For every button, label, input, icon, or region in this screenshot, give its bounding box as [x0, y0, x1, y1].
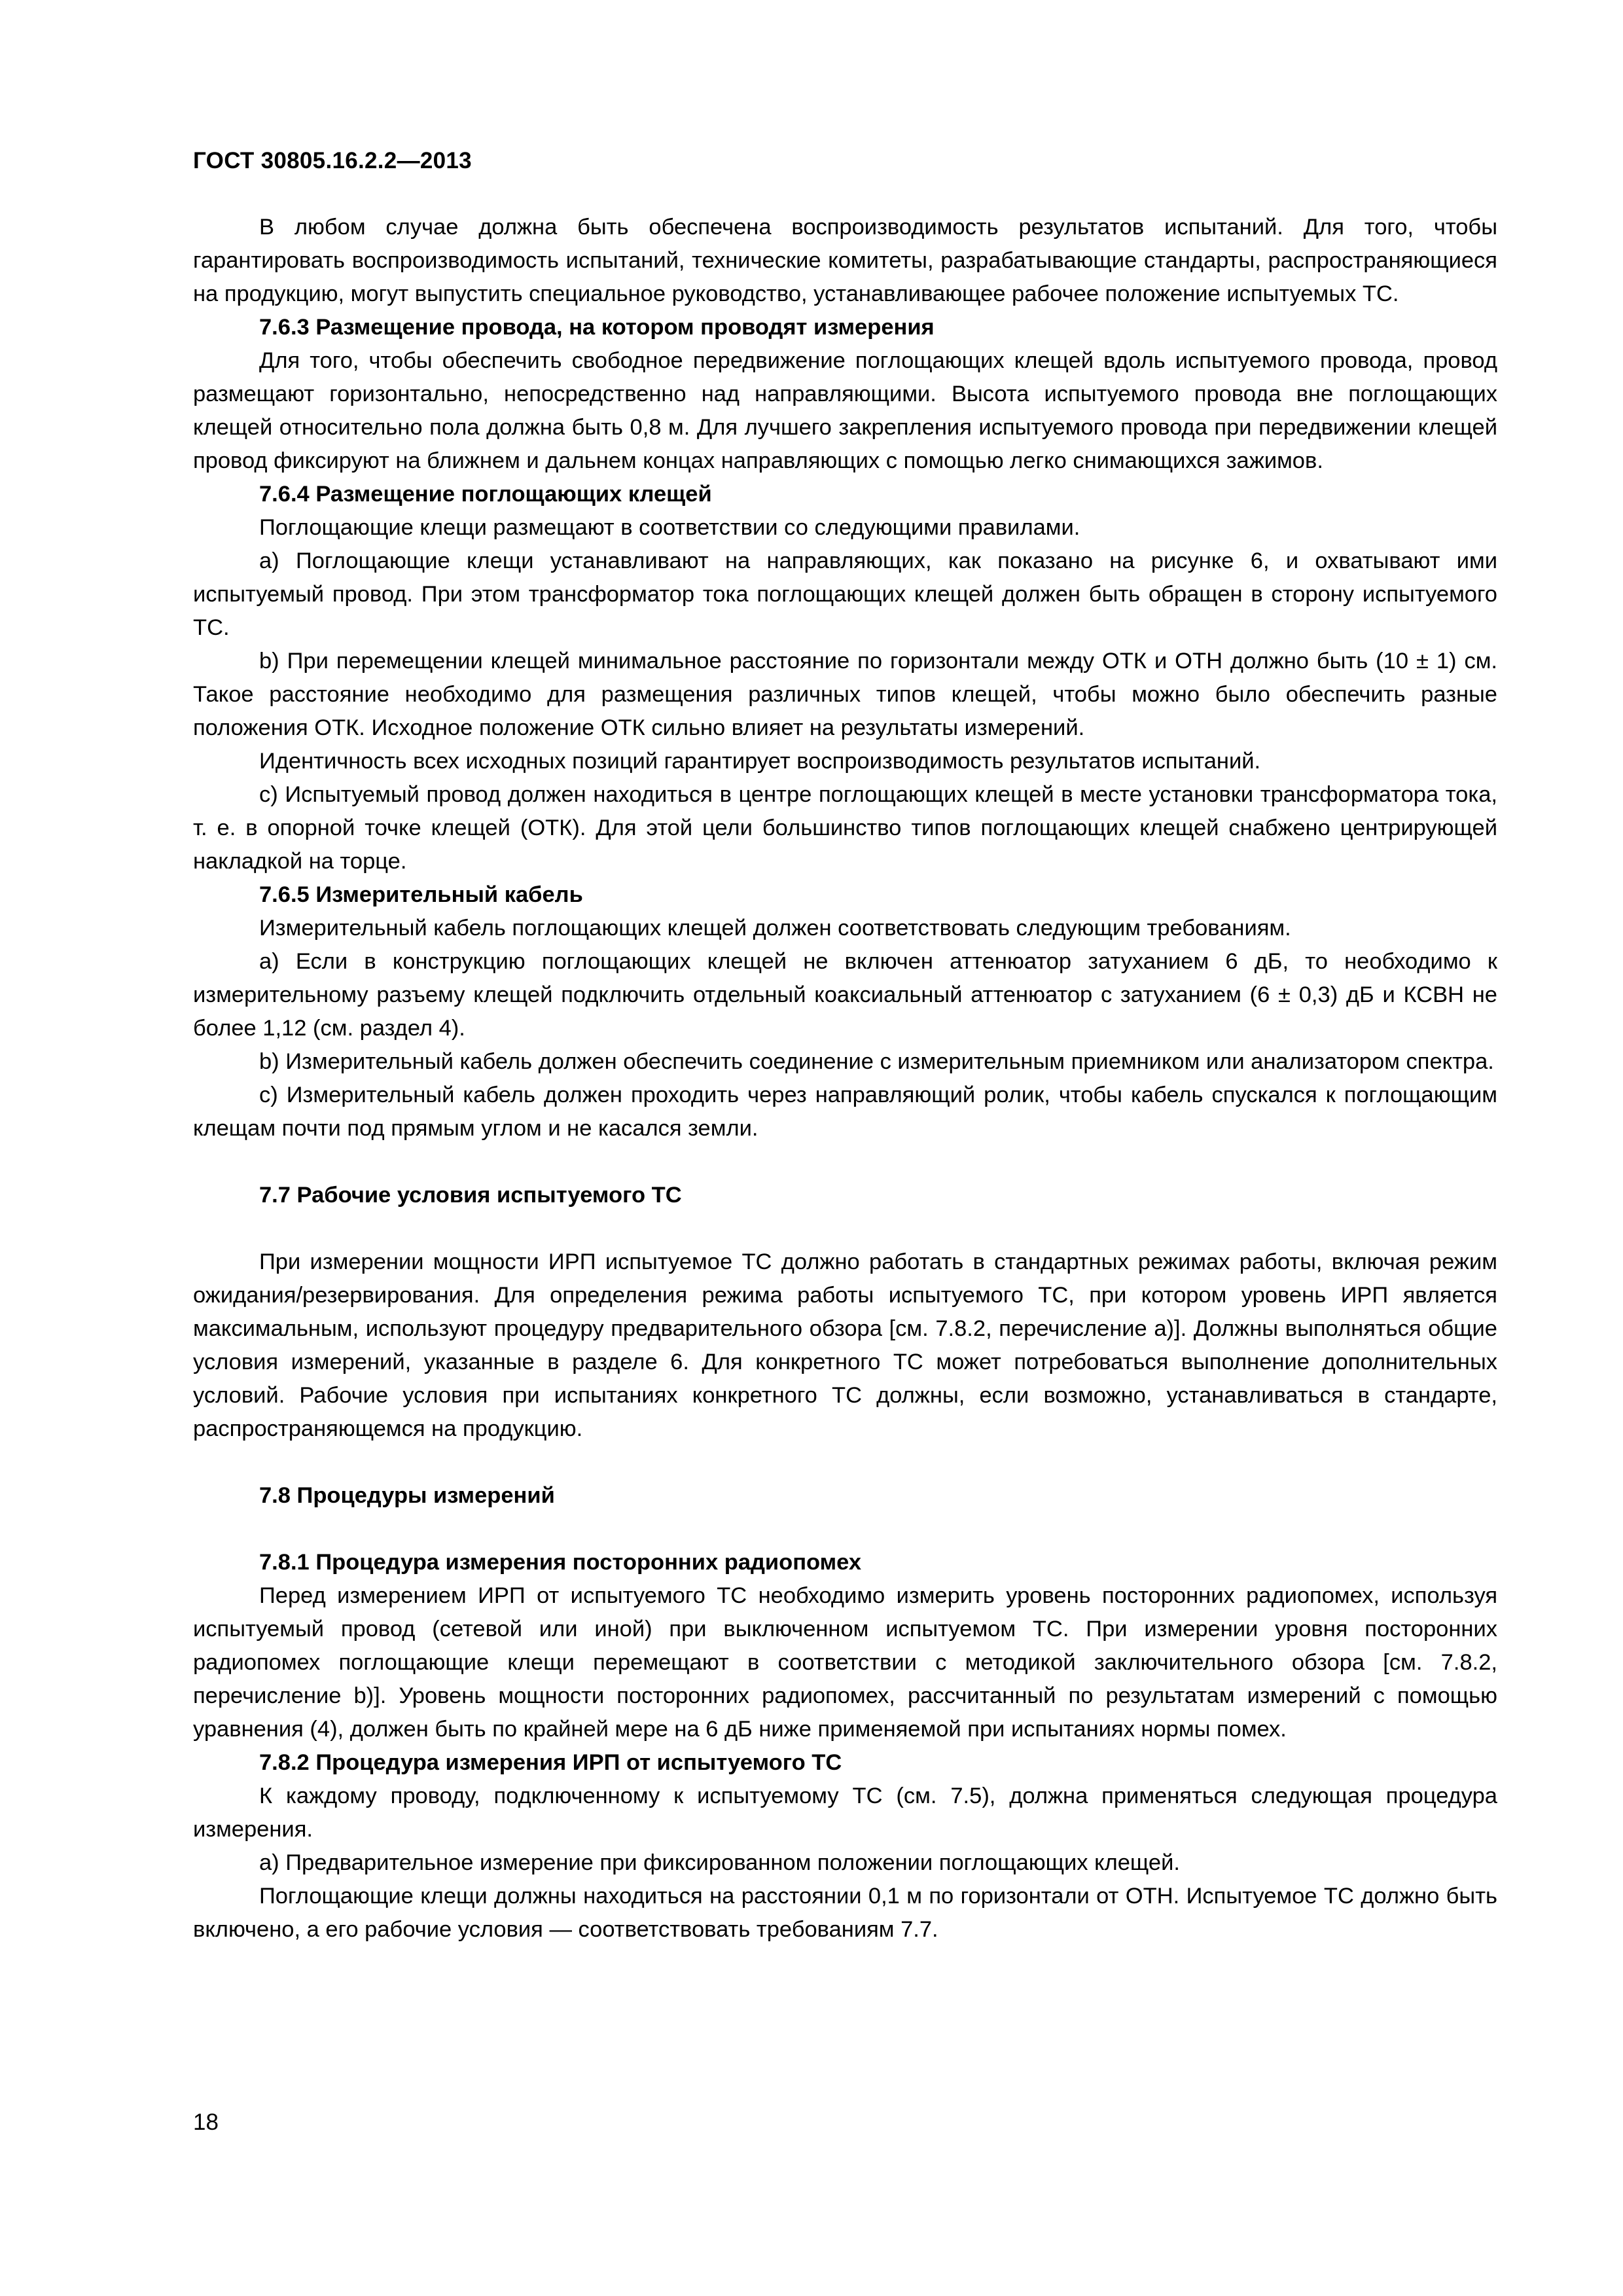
paragraph: При измерении мощности ИРП испытуемое ТС должно работать в стандартных режимах работы, включая режим ожидания/резервирования. Для определения режима работы испытуемого ТС, при котором уровень ИРП является максимальным, используют процедуру предварительного обзора [см. 7.8.2, перечисление а)]. Должны выполняться общие условия измерений, указанные в разделе 6. Для конкретного ТС может потребоваться выполнение дополнительных условий. Рабочие условия при испытаниях конкретного ТС должны, если возможно, устанавливаться в стандарте, распространяющемся на продукцию.	[193, 1249, 1497, 1441]
list-item: b) Измерительный кабель должен обеспечить соединение с измерительным приемником или анализатором спектра.	[259, 1049, 1494, 1074]
document-header: ГОСТ 30805.16.2.2—2013	[193, 148, 472, 173]
paragraph: Поглощающие клещи размещают в соответствии со следующими правилами.	[259, 515, 1080, 540]
list-item: c) Измерительный кабель должен проходить через направляющий ролик, чтобы кабель спускался к поглощающим клещам почти под прямым углом и не касался земли.	[193, 1083, 1497, 1141]
paragraph: К каждому проводу, подключенному к испытуемому ТС (см. 7.5), должна применяться следующая процедура измерения.	[193, 1784, 1497, 1842]
page-number: 18	[193, 2109, 219, 2135]
paragraph: Для того, чтобы обеспечить свободное передвижение поглощающих клещей вдоль испытуемого провода, провод размещают горизонтально, непосредственно над направляющими. Высота испытуемого провода вне поглощающих клещей относительно пола должна быть 0,8 м. Для лучшего закрепления испытуемого провода при передвижении клещей провод фиксируют на ближнем и дальнем концах направляющих с помощью легко снимающихся зажимов.	[193, 348, 1497, 473]
paragraph: Измерительный кабель поглощающих клещей должен соответствовать следующим требованиям.	[259, 916, 1291, 941]
list-item: b) При перемещении клещей минимальное расстояние по горизонтали между ОТК и ОТН должно быть (10 ± 1) см. Такое расстояние необходимо для размещения различных типов клещей, чтобы можно было обеспечить разные положения ОТК. Исходное положение ОТК сильно влияет на результаты измерений.	[193, 649, 1497, 740]
section-heading: 7.8.2 Процедура измерения ИРП от испытуемого ТС	[259, 1750, 842, 1775]
paragraph: Перед измерением ИРП от испытуемого ТС необходимо измерить уровень посторонних радиопомех, используя испытуемый провод (сетевой или иной) при выключенном испытуемом ТС. При измерении уровня посторонних радиопомех поглощающие клещи перемещают в соответствии с методикой заключительного обзора [см. 7.8.2, перечисление b)]. Уровень мощности посторонних радиопомех, рассчитанный по результатам измерений с помощью уравнения (4), должен быть по крайней мере на 6 дБ ниже применяемой при испытаниях нормы помех.	[193, 1583, 1497, 1742]
paragraph: В любом случае должна быть обеспечена воспроизводимость результатов испытаний. Для того, чтобы гарантировать воспроизводимость испытаний, технические комитеты, разрабатывающие стандарты, распространяющиеся на продукцию, могут выпустить специальное руководство, устанавливающее рабочее положение испытуемых ТС.	[193, 215, 1497, 306]
list-item: a) Если в конструкцию поглощающих клещей не включен аттенюатор затуханием 6 дБ, то необходимо к измерительному разъему клещей подключить отдельный коаксиальный аттенюатор с затуханием (6 ± 0,3) дБ и КСВН не более 1,12 (см. раздел 4).	[193, 949, 1497, 1041]
list-item: a) Предварительное измерение при фиксированном положении поглощающих клещей.	[259, 1850, 1180, 1875]
list-item: a) Поглощающие клещи устанавливают на направляющих, как показано на рисунке 6, и охватывают ими испытуемый провод. При этом трансформатор тока поглощающих клещей должен быть обращен в сторону испытуемого ТС.	[193, 548, 1497, 640]
section-heading: 7.7 Рабочие условия испытуемого ТС	[259, 1183, 682, 1208]
list-item: c) Испытуемый провод должен находиться в центре поглощающих клещей в месте установки трансформатора тока, т. е. в опорной точке клещей (ОТК). Для этой цели большинство типов поглощающих клещей снабжено центрирующей накладкой на торце.	[193, 782, 1497, 874]
section-heading: 7.8.1 Процедура измерения посторонних радиопомех	[259, 1550, 862, 1575]
section-heading: 7.6.5 Измерительный кабель	[259, 882, 583, 907]
section-heading: 7.6.3 Размещение провода, на котором проводят измерения	[259, 315, 935, 340]
section-heading: 7.8 Процедуры измерений	[259, 1483, 555, 1508]
paragraph: Идентичность всех исходных позиций гарантирует воспроизводимость результатов испытаний.	[259, 749, 1261, 774]
document-body	[193, 211, 1497, 1946]
paragraph: Поглощающие клещи должны находиться на расстоянии 0,1 м по горизонтали от ОТН. Испытуемое ТС должно быть включено, а его рабочие условия — соответствовать требованиям 7.7.	[193, 1884, 1497, 1942]
section-heading: 7.6.4 Размещение поглощающих клещей	[259, 482, 712, 507]
